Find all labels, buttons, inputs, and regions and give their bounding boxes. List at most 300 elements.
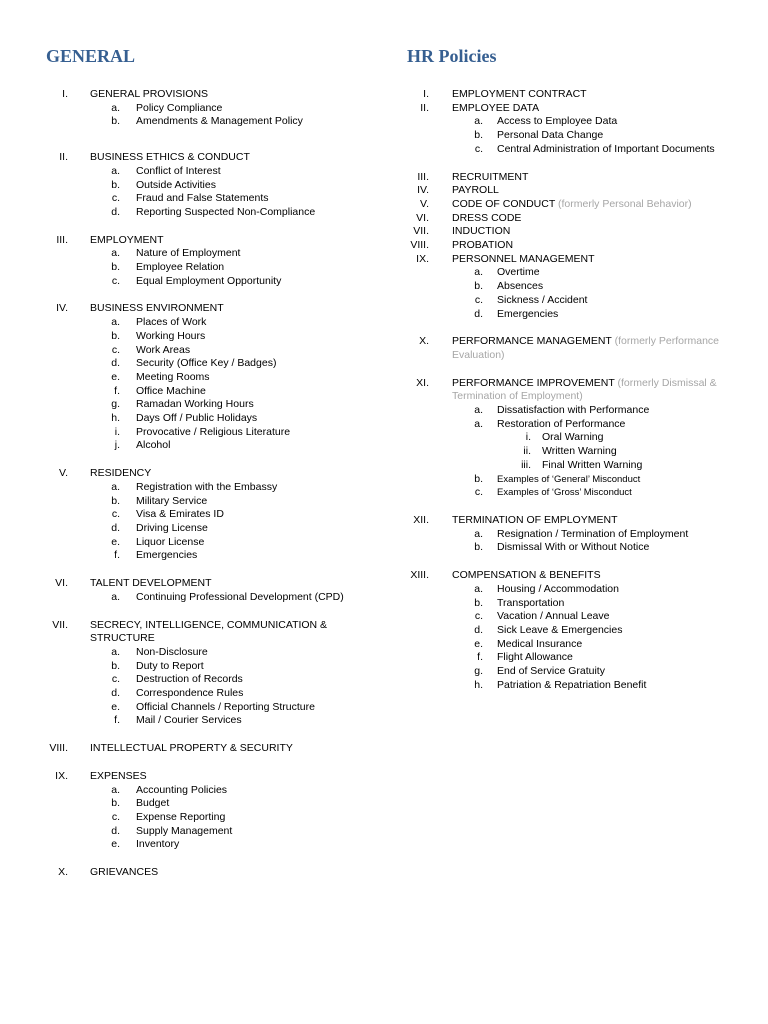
sub-subsection-item xyxy=(384,431,768,445)
subsection-text: Sickness / Accident xyxy=(497,293,588,306)
subsection-text: Correspondence Rules xyxy=(136,687,244,700)
sub-subsection-text: Final Written Warning xyxy=(542,458,643,471)
subsection-item xyxy=(0,508,384,522)
subsection-text: Non-Disclosure xyxy=(136,645,208,658)
subsection-text: Liquor License xyxy=(136,535,205,548)
section-title xyxy=(90,234,384,248)
section-title xyxy=(90,866,384,880)
subsection-item xyxy=(0,660,384,674)
subsection-letter: a. xyxy=(474,404,483,417)
subsection-text: Equal Employment Opportunity xyxy=(136,274,282,287)
subsection-item xyxy=(384,404,768,418)
section-heading xyxy=(384,102,768,116)
subsection-item xyxy=(384,280,768,294)
subsection-item xyxy=(0,398,384,412)
subsection-text: Fraud and False Statements xyxy=(136,192,269,205)
section xyxy=(384,569,768,692)
subsection-item xyxy=(0,275,384,289)
subsection-item xyxy=(384,294,768,308)
section-heading xyxy=(0,151,384,165)
subsection-text: Budget xyxy=(136,797,170,810)
section-title xyxy=(452,184,768,198)
subsection-letter: b. xyxy=(474,472,483,485)
section xyxy=(384,253,768,322)
subsection-item xyxy=(384,418,768,432)
subsection-letter: h. xyxy=(111,412,120,425)
section-number: XI. xyxy=(416,376,429,389)
section xyxy=(0,866,384,880)
section-title-text: TALENT DEVELOPMENT xyxy=(90,577,212,590)
section-title-text: TERMINATION OF EMPLOYMENT xyxy=(452,513,618,526)
section-number: III. xyxy=(56,233,68,246)
subsection-item xyxy=(0,426,384,440)
subsection-item xyxy=(0,687,384,701)
subsection-item xyxy=(0,115,384,129)
section-heading xyxy=(384,335,768,362)
section-heading xyxy=(384,171,768,185)
subsection-text: Duty to Report xyxy=(136,659,204,672)
section-heading xyxy=(384,377,768,404)
section-number: V. xyxy=(59,467,68,480)
section-heading xyxy=(384,569,768,583)
subsection-text: Sick Leave & Emergencies xyxy=(497,623,623,636)
subsection-item xyxy=(384,610,768,624)
section-number: VI. xyxy=(416,211,429,224)
section xyxy=(384,225,768,239)
subsection-letter: a. xyxy=(111,783,120,796)
subsection-text: Military Service xyxy=(136,494,208,507)
subsection-letter: a. xyxy=(111,316,120,329)
subsection-letter: a. xyxy=(474,582,483,595)
subsection-letter: a. xyxy=(474,115,483,128)
subsection-item xyxy=(384,115,768,129)
subsection-item xyxy=(0,316,384,330)
subsection-item xyxy=(0,261,384,275)
section-number: II. xyxy=(420,101,429,114)
sub-subsection-numeral: iii. xyxy=(521,458,531,471)
section-title-note: (formerly Performance Evaluation) xyxy=(452,335,720,361)
section xyxy=(0,577,384,604)
subsection-letter: a. xyxy=(111,480,120,493)
section xyxy=(0,770,384,852)
subsection-text: Visa & Emirates ID xyxy=(136,508,224,521)
subsection-letter: f. xyxy=(114,714,120,727)
section-title xyxy=(452,514,768,528)
subsection-text: Supply Management xyxy=(136,824,233,837)
subsection-text: Overtime xyxy=(497,266,540,279)
section xyxy=(384,212,768,226)
subsection-text: Conflict of Interest xyxy=(136,164,221,177)
subsection-letter: d. xyxy=(474,623,483,636)
subsection-letter: d. xyxy=(474,307,483,320)
section-title-text: RECRUITMENT xyxy=(452,170,529,183)
section-title-text: BUSINESS ENVIRONMENT xyxy=(90,302,224,315)
section-heading xyxy=(0,467,384,481)
subsection-item xyxy=(0,192,384,206)
sub-subsection-numeral: ii. xyxy=(523,445,531,458)
subsection-letter: a. xyxy=(111,101,120,114)
section-number: IX. xyxy=(416,252,429,265)
section-title xyxy=(90,467,384,481)
sub-subsection-item xyxy=(384,459,768,473)
section-title-text: PERSONNEL MANAGEMENT xyxy=(452,252,595,265)
subsection-item xyxy=(0,522,384,536)
subsection-letter: c. xyxy=(474,142,483,155)
section-number: VII. xyxy=(413,225,429,238)
section-title xyxy=(452,253,768,267)
section-title xyxy=(452,102,768,116)
subsection-text: Continuing Professional Development (CPD) xyxy=(136,590,344,603)
subsection-letter: f. xyxy=(477,651,483,664)
subsection-letter: b. xyxy=(111,659,120,672)
subsection-item xyxy=(0,646,384,660)
section-number: V. xyxy=(420,197,429,210)
section-title xyxy=(452,335,768,362)
subsection-text: Dissatisfaction with Performance xyxy=(497,404,650,417)
section-heading xyxy=(384,184,768,198)
sub-subsection-numeral: i. xyxy=(525,431,531,444)
subsection-letter: b. xyxy=(111,178,120,191)
section xyxy=(0,467,384,563)
section-number: X. xyxy=(419,335,429,348)
section xyxy=(384,184,768,198)
section-heading xyxy=(0,742,384,756)
section-title-text: RESIDENCY xyxy=(90,467,152,480)
section-title xyxy=(452,377,768,404)
subsection-text: Flight Allowance xyxy=(497,651,573,664)
section-title-text: PERFORMANCE IMPROVEMENT xyxy=(452,376,615,389)
section-heading xyxy=(384,88,768,102)
subsection-item xyxy=(0,357,384,371)
section-title-text: COMPENSATION & BENEFITS xyxy=(452,569,601,582)
subsection-letter: e. xyxy=(111,700,120,713)
subsection-text: Emergencies xyxy=(497,307,559,320)
section-heading xyxy=(0,88,384,102)
section-title xyxy=(90,302,384,316)
subsection-item xyxy=(384,308,768,322)
subsection-text: Personal Data Change xyxy=(497,129,604,142)
subsection-item xyxy=(0,495,384,509)
subsection-item xyxy=(0,714,384,728)
subsection-item xyxy=(384,597,768,611)
subsection-text: Amendments & Management Policy xyxy=(136,115,303,128)
subsection-item xyxy=(0,330,384,344)
section xyxy=(384,88,768,102)
subsection-item xyxy=(384,129,768,143)
subsection-item xyxy=(0,344,384,358)
section-title-text: CODE OF CONDUCT xyxy=(452,197,556,210)
section-heading xyxy=(384,239,768,253)
subsection-item xyxy=(384,266,768,280)
section-number: II. xyxy=(59,151,68,164)
section-number: IV. xyxy=(56,302,68,315)
subsection-text: Destruction of Records xyxy=(136,673,243,686)
subsection-text: Examples of ‘Gross’ Misconduct xyxy=(497,487,632,499)
subsection-text: Accounting Policies xyxy=(136,783,228,796)
subsection-letter: b. xyxy=(111,329,120,342)
subsection-letter: i. xyxy=(114,425,120,438)
subsection-text: End of Service Gratuity xyxy=(497,665,605,678)
subsection-letter: b. xyxy=(111,115,120,128)
subsection-item xyxy=(0,165,384,179)
subsection-text: Nature of Employment xyxy=(136,247,241,260)
subsection-item xyxy=(384,665,768,679)
subsection-text: Transportation xyxy=(497,596,565,609)
subsection-item xyxy=(0,673,384,687)
subsection-letter: a. xyxy=(111,590,120,603)
subsection-item xyxy=(0,797,384,811)
subsection-letter: f. xyxy=(114,549,120,562)
subsection-item xyxy=(0,206,384,220)
subsection-item xyxy=(384,651,768,665)
subsection-item xyxy=(0,784,384,798)
section-title-text: PERFORMANCE MANAGEMENT xyxy=(452,335,612,348)
subsection-letter: d. xyxy=(111,824,120,837)
subsection-letter: h. xyxy=(474,678,483,691)
section-title xyxy=(90,88,384,102)
subsection-letter: c. xyxy=(111,274,120,287)
section xyxy=(384,514,768,555)
section xyxy=(0,151,384,220)
subsection-text: Reporting Suspected Non-Compliance xyxy=(136,205,316,218)
section-heading xyxy=(0,770,384,784)
subsection-item xyxy=(0,536,384,550)
section-heading xyxy=(0,302,384,316)
subsection-text: Policy Compliance xyxy=(136,101,223,114)
section xyxy=(0,619,384,729)
section-number: X. xyxy=(58,866,68,879)
subsection-text: Working Hours xyxy=(136,329,206,342)
section-number: IX. xyxy=(55,769,68,782)
subsection-item xyxy=(384,583,768,597)
section-heading xyxy=(0,619,384,646)
subsection-letter: c. xyxy=(474,293,483,306)
section-title-text: GENERAL PROVISIONS xyxy=(90,88,209,100)
section-number: I. xyxy=(62,88,68,100)
subsection-text: Housing / Accommodation xyxy=(497,582,619,595)
subsection-text: Patriation & Repatriation Benefit xyxy=(497,678,647,691)
subsection-letter: e. xyxy=(111,370,120,383)
subsection-text: Provocative / Religious Literature xyxy=(136,425,291,438)
subsection-letter: e. xyxy=(111,838,120,851)
subsection-text: Meeting Rooms xyxy=(136,370,210,383)
section-number: VI. xyxy=(55,577,68,590)
general-heading: GENERAL xyxy=(46,46,136,66)
subsection-text: Medical Insurance xyxy=(497,637,583,650)
subsection-letter: c. xyxy=(111,673,120,686)
subsection-letter: j. xyxy=(114,439,120,452)
subsection-text: Inventory xyxy=(136,838,180,851)
subsection-item xyxy=(0,701,384,715)
section-title-text: EXPENSES xyxy=(90,769,147,782)
subsection-letter: d. xyxy=(111,205,120,218)
subsection-item xyxy=(0,371,384,385)
subsection-text: Office Machine xyxy=(136,384,206,397)
subsection-letter: f. xyxy=(114,384,120,397)
subsection-letter: a. xyxy=(474,266,483,279)
subsection-letter: c. xyxy=(474,610,483,623)
subsection-text: Outside Activities xyxy=(136,178,216,191)
section-title-note: (formerly Personal Behavior) xyxy=(555,197,692,210)
subsection-text: Work Areas xyxy=(136,343,191,356)
section-title-text: PAYROLL xyxy=(452,184,499,197)
subsection-text: Mail / Courier Services xyxy=(136,714,242,727)
sub-subsection-item xyxy=(384,445,768,459)
section-heading xyxy=(0,234,384,248)
section-title xyxy=(90,619,384,646)
subsection-letter: a. xyxy=(111,164,120,177)
subsection-text: Expense Reporting xyxy=(136,810,226,823)
section xyxy=(384,171,768,185)
section-title-text: SECRECY, INTELLIGENCE, COMMUNICATION & STRUCTURE xyxy=(90,618,328,645)
section-title xyxy=(452,569,768,583)
subsection-text: Alcohol xyxy=(136,439,171,452)
section-heading xyxy=(384,225,768,239)
subsection-letter: a. xyxy=(111,645,120,658)
subsection-letter: d. xyxy=(111,521,120,534)
section-title xyxy=(452,171,768,185)
subsection-letter: b. xyxy=(474,541,483,554)
subsection-letter: b. xyxy=(474,129,483,142)
section-number: VIII. xyxy=(49,742,68,755)
subsection-letter: a. xyxy=(474,417,483,430)
section-title xyxy=(452,198,768,212)
subsection-letter: b. xyxy=(474,280,483,293)
subsection-item xyxy=(384,679,768,693)
section-number: XIII. xyxy=(410,569,429,582)
section-number: IV. xyxy=(417,184,429,197)
subsection-letter: d. xyxy=(111,357,120,370)
subsection-letter: d. xyxy=(111,687,120,700)
section-number: I. xyxy=(423,88,429,100)
general-section-list xyxy=(0,88,384,880)
subsection-text: Dismissal With or Without Notice xyxy=(497,541,650,554)
hr-policies-heading: HR Policies xyxy=(407,46,497,66)
subsection-item xyxy=(384,528,768,542)
subsection-letter: c. xyxy=(474,486,483,499)
subsection-item xyxy=(0,102,384,116)
section-title-text: EMPLOYMENT CONTRACT xyxy=(452,88,587,100)
subsection-text: Resignation / Termination of Employment xyxy=(497,527,689,540)
section-title-text: BUSINESS ETHICS & CONDUCT xyxy=(90,151,250,164)
section-heading xyxy=(384,212,768,226)
subsection-letter: a. xyxy=(474,527,483,540)
subsection-letter: c. xyxy=(111,343,120,356)
subsection-text: Absences xyxy=(497,280,544,293)
subsection-letter: c. xyxy=(111,508,120,521)
section-title-text: EMPLOYEE DATA xyxy=(452,101,540,114)
subsection-letter: b. xyxy=(111,261,120,274)
subsection-letter: b. xyxy=(111,494,120,507)
subsection-item xyxy=(384,624,768,638)
subsection-item xyxy=(384,486,768,500)
section xyxy=(0,234,384,289)
subsection-text: Employee Relation xyxy=(136,261,225,274)
subsection-text: Central Administration of Important Documents xyxy=(497,142,715,155)
subsection-text: Restoration of Performance xyxy=(497,417,626,430)
subsection-letter: b. xyxy=(474,596,483,609)
subsection-text: Access to Employee Data xyxy=(497,115,618,128)
section-title-text: INDUCTION xyxy=(452,225,511,238)
section-title xyxy=(452,239,768,253)
section-heading xyxy=(0,577,384,591)
section xyxy=(384,102,768,157)
subsection-letter: c. xyxy=(111,810,120,823)
subsection-text: Registration with the Embassy xyxy=(136,480,278,493)
section-title-text: DRESS CODE xyxy=(452,211,522,224)
section-title-text: INTELLECTUAL PROPERTY & SECURITY xyxy=(90,742,293,755)
subsection-letter: e. xyxy=(474,637,483,650)
subsection-item xyxy=(0,385,384,399)
section xyxy=(384,198,768,212)
section-title xyxy=(452,88,768,102)
section-title xyxy=(90,770,384,784)
subsection-letter: b. xyxy=(111,797,120,810)
subsection-letter: c. xyxy=(111,192,120,205)
subsection-text: Emergencies xyxy=(136,549,198,562)
subsection-letter: g. xyxy=(474,665,483,678)
subsection-text: Driving License xyxy=(136,521,208,534)
subsection-text: Ramadan Working Hours xyxy=(136,398,254,411)
section-heading xyxy=(384,253,768,267)
section-number: VII. xyxy=(52,618,68,631)
section-heading xyxy=(384,514,768,528)
subsection-item xyxy=(384,473,768,487)
section xyxy=(0,302,384,453)
section xyxy=(0,88,384,129)
section-title xyxy=(90,742,384,756)
subsection-text: Official Channels / Reporting Structure xyxy=(136,700,315,713)
section xyxy=(0,742,384,756)
subsection-letter: g. xyxy=(111,398,120,411)
subsection-item xyxy=(0,811,384,825)
subsection-text: Days Off / Public Holidays xyxy=(136,412,258,425)
section-heading xyxy=(0,866,384,880)
subsection-item xyxy=(384,638,768,652)
subsection-text: Vacation / Annual Leave xyxy=(497,610,610,623)
subsection-item xyxy=(0,825,384,839)
section-title xyxy=(90,151,384,165)
subsection-text: Examples of ‘General’ Misconduct xyxy=(497,473,641,485)
sub-subsection-text: Written Warning xyxy=(542,445,617,458)
sub-subsection-text: Oral Warning xyxy=(542,431,604,444)
subsection-item xyxy=(0,549,384,563)
subsection-letter: a. xyxy=(111,247,120,260)
subsection-item xyxy=(384,143,768,157)
section-title xyxy=(452,212,768,226)
section-title-text: GRIEVANCES xyxy=(90,866,159,879)
hr-policies-section-list xyxy=(384,88,768,692)
section-number: XII. xyxy=(413,513,429,526)
section-title-note: (formerly Dismissal & Termination of Employment) xyxy=(452,376,717,403)
section-title-text: PROBATION xyxy=(452,239,514,252)
subsection-text: Security (Office Key / Badges) xyxy=(136,357,277,370)
subsection-item xyxy=(0,481,384,495)
subsection-text: Places of Work xyxy=(136,316,207,329)
section-number: III. xyxy=(417,170,429,183)
section-number: VIII. xyxy=(410,239,429,252)
section-title xyxy=(452,225,768,239)
subsection-item xyxy=(0,412,384,426)
subsection-item xyxy=(384,541,768,555)
subsection-item xyxy=(0,439,384,453)
subsection-item xyxy=(0,591,384,605)
section-heading xyxy=(384,198,768,212)
subsection-item xyxy=(0,247,384,261)
section xyxy=(384,239,768,253)
subsection-letter: e. xyxy=(111,535,120,548)
section xyxy=(384,335,768,362)
